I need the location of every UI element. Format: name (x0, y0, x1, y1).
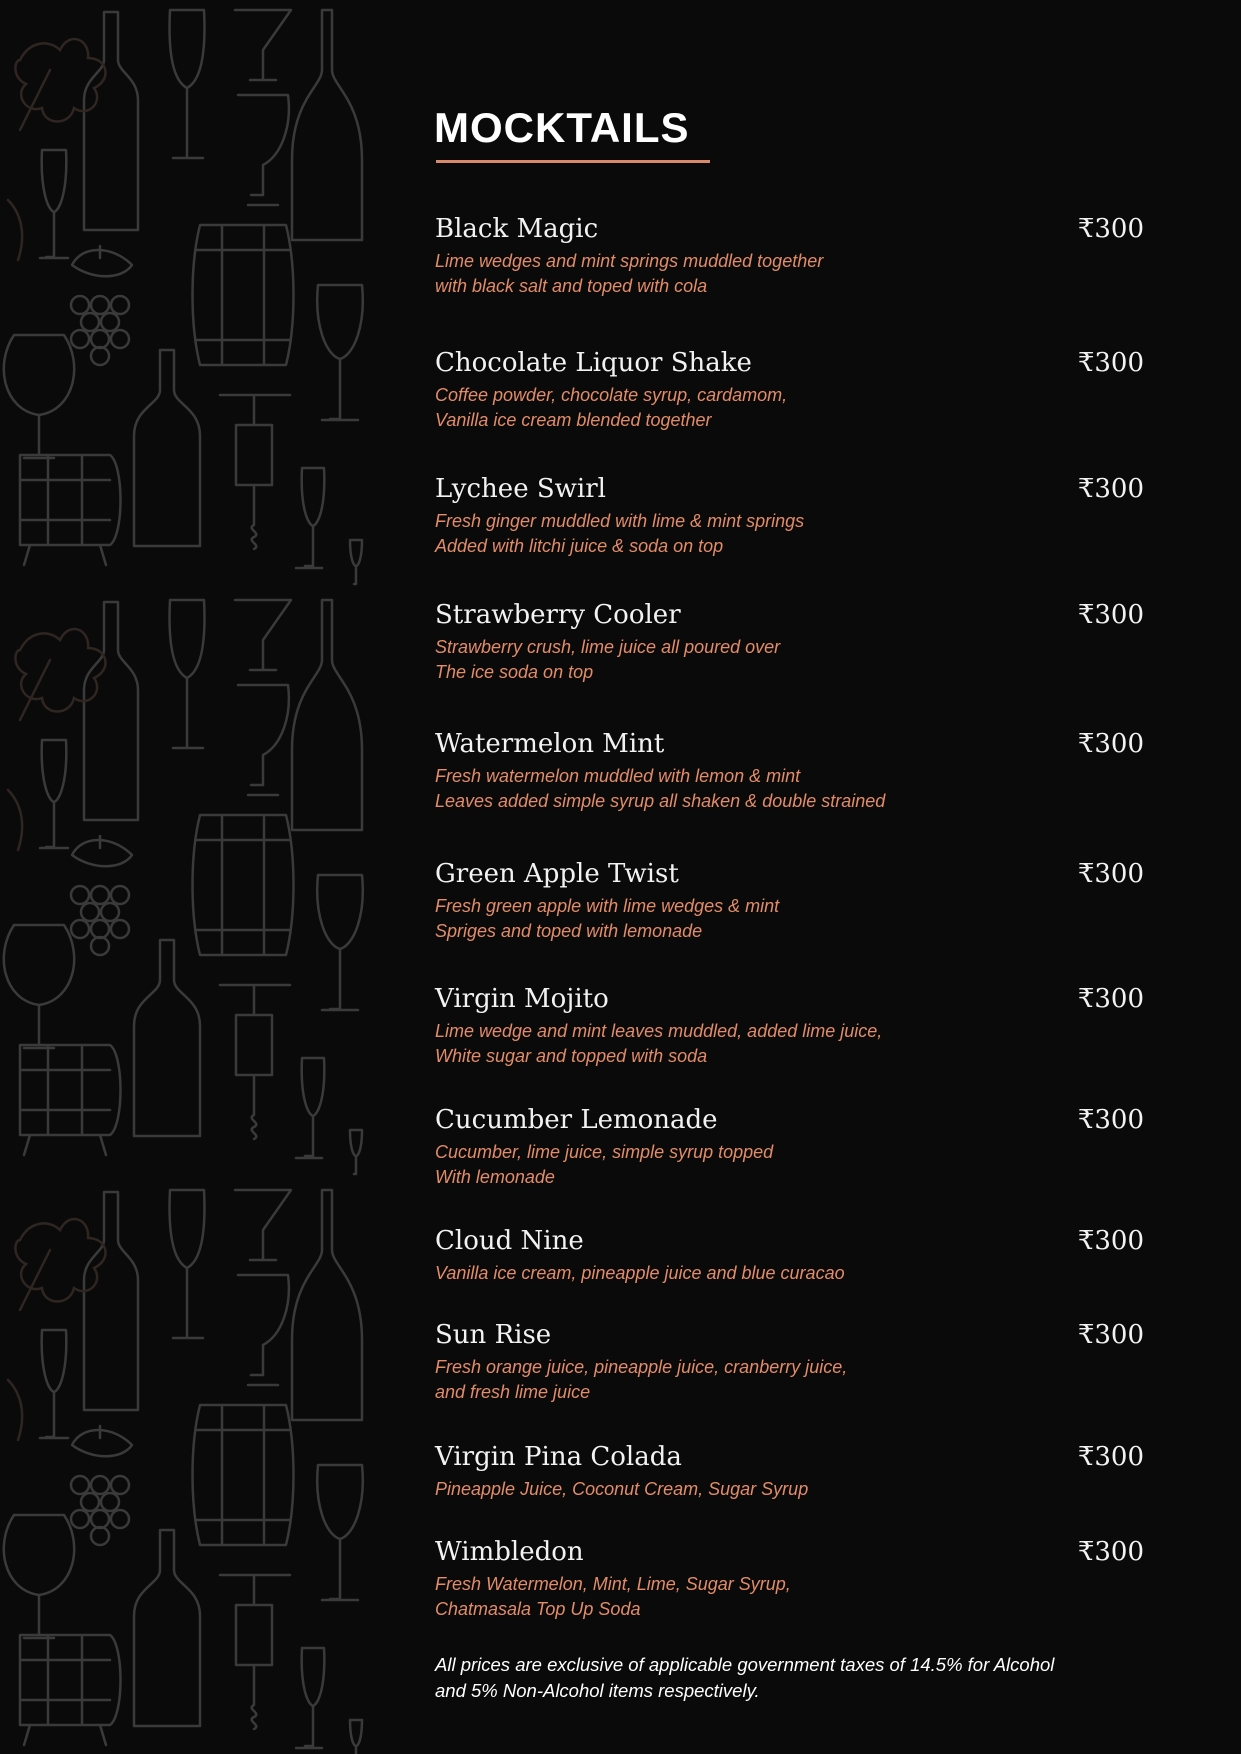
item-description (435, 894, 1135, 944)
description-line: Fresh green apple with lime wedges & mint (435, 896, 780, 916)
item-description (435, 764, 1135, 814)
item-description (435, 1261, 1135, 1286)
menu-item (435, 1441, 1144, 1502)
footnote-line: and 5% Non-Alcohol items respectively. (435, 1680, 760, 1701)
item-name: Lychee Swirl (435, 474, 606, 504)
item-price: ₹300 (1077, 474, 1144, 504)
description-line: White sugar and topped with soda (435, 1046, 708, 1066)
item-name: Black Magic (435, 214, 599, 244)
item-name: Green Apple Twist (435, 859, 679, 889)
page-title: MOCKTAILS (434, 104, 690, 151)
description-line: Leaves added simple syrup all shaken & double strained (435, 791, 886, 811)
description-line: Strawberry crush, lime juice all poured over (435, 637, 781, 657)
item-price: ₹300 (1077, 348, 1144, 378)
description-line: Pineapple Juice, Coconut Cream, Sugar Syrup (435, 1479, 809, 1499)
footnote-line: All prices are exclusive of applicable government taxes of 14.5% for Alcohol (435, 1654, 1055, 1675)
item-description (435, 635, 1135, 685)
description-line: with black salt and toped with cola (435, 276, 708, 296)
description-line: Fresh ginger muddled with lime & mint springs (435, 511, 805, 531)
description-line: Fresh watermelon muddled with lemon & mint (435, 766, 801, 786)
menu-item (435, 599, 1144, 685)
description-line: and fresh lime juice (435, 1382, 591, 1402)
menu-item (435, 213, 1144, 299)
item-description (435, 383, 1135, 433)
item-name: Virgin Mojito (435, 984, 609, 1014)
item-description (435, 1477, 1135, 1502)
menu-item (435, 858, 1144, 944)
description-line: With lemonade (435, 1167, 555, 1187)
menu-item (435, 1225, 1144, 1286)
item-price: ₹300 (1077, 1226, 1144, 1256)
item-price: ₹300 (1077, 214, 1144, 244)
description-line: Lime wedge and mint leaves muddled, added lime juice, (435, 1021, 883, 1041)
item-name: Virgin Pina Colada (435, 1442, 682, 1472)
item-price: ₹300 (1077, 1537, 1144, 1567)
item-description (435, 249, 1135, 299)
item-price: ₹300 (1077, 1105, 1144, 1135)
item-name: Strawberry Cooler (435, 600, 681, 630)
item-price: ₹300 (1077, 1320, 1144, 1350)
drinks-pattern-background (0, 0, 370, 1754)
tax-footnote (435, 1652, 1155, 1704)
description-line: Fresh Watermelon, Mint, Lime, Sugar Syrup, (435, 1574, 791, 1594)
menu-item (435, 473, 1144, 559)
item-price: ₹300 (1077, 600, 1144, 630)
menu-item (435, 1104, 1144, 1190)
item-price: ₹300 (1077, 984, 1144, 1014)
description-line: The ice soda on top (435, 662, 594, 682)
item-name: Cloud Nine (435, 1226, 584, 1256)
item-name: Watermelon Mint (435, 729, 665, 759)
menu-item (435, 728, 1144, 814)
item-name: Sun Rise (435, 1320, 552, 1350)
description-line: Vanilla ice cream blended together (435, 410, 712, 430)
description-line: Cucumber, lime juice, simple syrup topped (435, 1142, 774, 1162)
item-description (435, 1572, 1135, 1622)
item-description (435, 1355, 1135, 1405)
item-price: ₹300 (1077, 729, 1144, 759)
description-line: Lime wedges and mint springs muddled together (435, 251, 824, 271)
item-price: ₹300 (1077, 859, 1144, 889)
item-name: Wimbledon (435, 1537, 584, 1567)
item-description (435, 1019, 1135, 1069)
menu-item (435, 983, 1144, 1069)
item-name: Cucumber Lemonade (435, 1105, 718, 1135)
item-description (435, 1140, 1135, 1190)
description-line: Coffee powder, chocolate syrup, cardamom, (435, 385, 788, 405)
description-line: Spriges and toped with lemonade (435, 921, 703, 941)
menu-item (435, 1319, 1144, 1405)
item-name: Chocolate Liquor Shake (435, 348, 752, 378)
description-line: Added with litchi juice & soda on top (435, 536, 724, 556)
menu-item (435, 1536, 1144, 1622)
item-description (435, 509, 1135, 559)
description-line: Fresh orange juice, pineapple juice, cranberry juice, (435, 1357, 848, 1377)
description-line: Vanilla ice cream, pineapple juice and blue curacao (435, 1263, 845, 1283)
menu-item (435, 347, 1144, 433)
description-line: Chatmasala Top Up Soda (435, 1599, 641, 1619)
title-underline (436, 160, 710, 163)
item-price: ₹300 (1077, 1442, 1144, 1472)
